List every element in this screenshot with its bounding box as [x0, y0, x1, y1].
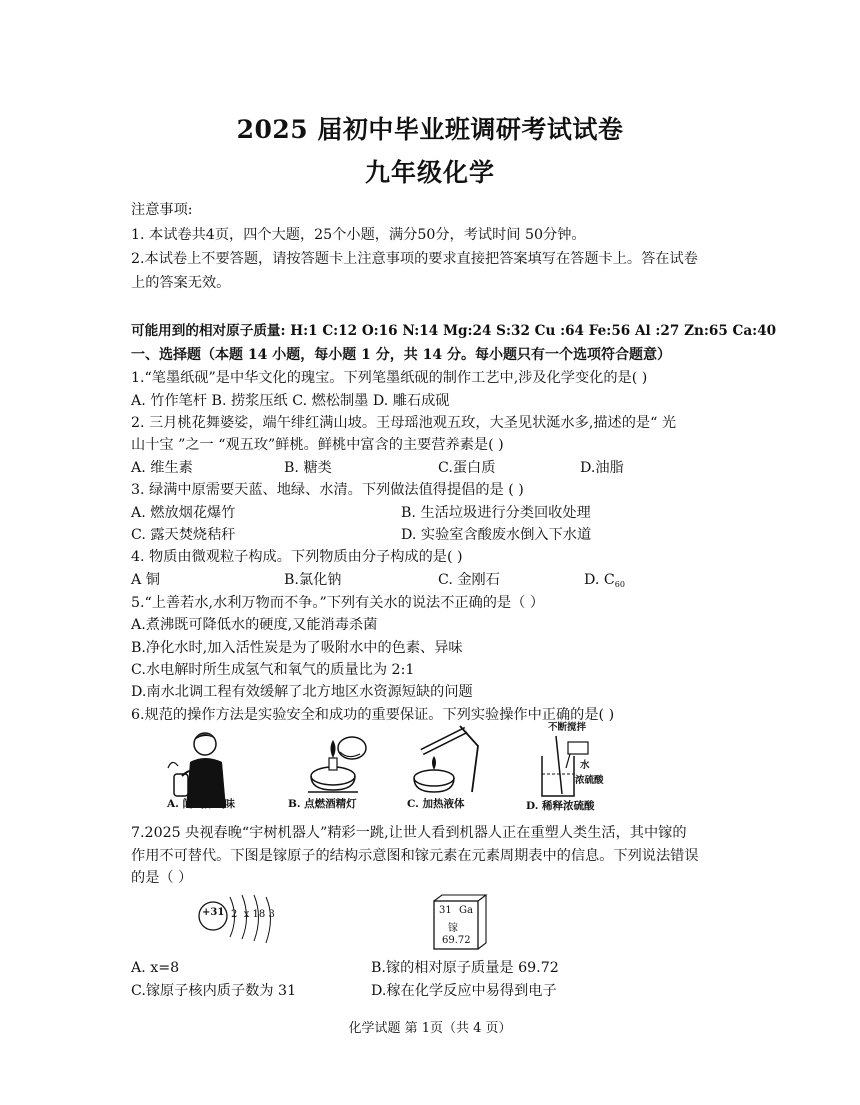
q4-option-d: [584, 570, 625, 595]
figure-lighting-alcohol-lamp: [288, 726, 388, 798]
q2-option-c: C.蛋白质: [438, 460, 496, 476]
notice-item-2-line1: 2.本试卷上不要答题，请按答题卡上注意事项的要求直接把答案填写在答题卡上。答在试卷: [131, 251, 698, 267]
q7-option-c: C.镓原子核内质子数为 31: [131, 983, 297, 999]
section-heading: 一、选择题（本题 14 小题，每小题 1 分，共 14 分。每小题只有一个选项符合题意）: [131, 347, 671, 363]
q7-option-a: A. x=8: [131, 960, 180, 976]
figure-diluting-sulfuric-acid: [528, 722, 608, 800]
q6-d-label-acid: 浓硫酸: [575, 775, 604, 786]
q4-option-b: B.氯化钠: [284, 572, 342, 588]
q4-stem: 4. 物质由微观粒子构成。下列物质由分子构成的是( ): [131, 549, 463, 565]
page-footer: 化学试题 第 1页（共 4 页）: [348, 1021, 512, 1036]
atomic-masses: 可能用到的相对原子质量: H:1 C:12 O:16 N:14 Mg:24 S:32 Cu :64 Fe:56 Al :27 Zn:65 Ca:40: [131, 323, 777, 339]
q2-line2: 山十宝 ”之一 “观五玫”鲜桃。鲜桃中富含的主要营养素是( ): [131, 437, 504, 453]
notice-item-1: 1. 本试卷共4页，四个大题，25个小题，满分50分，考试时间 50分钟。: [131, 227, 586, 243]
gallium-symbol: Ga: [459, 905, 473, 916]
exam-subtitle: 九年级化学: [364, 158, 495, 187]
q7-option-b: B.镓的相对原子质量是 69.72: [371, 960, 559, 976]
q6-caption-d: D. 稀释浓硫酸: [526, 800, 595, 812]
q6-d-label-water: 水: [580, 760, 590, 771]
q4-option-c: C. 金刚石: [438, 572, 500, 588]
gallium-nucleus-charge: +31: [202, 907, 225, 918]
q4-option-a: A 铜: [131, 572, 160, 588]
q4-option-d-subscript: 60: [614, 580, 625, 589]
q6-caption-a: A. 闻气体气味: [167, 798, 235, 810]
q3-option-b: B. 生活垃圾进行分类回收处理: [401, 505, 591, 521]
q7-line1: 7.2025 央视春晚“宇树机器人”精彩一跳,让世人看到机器人正在重塑人类生活，其中镓的: [131, 825, 687, 841]
q6-stem: 6.规范的操作方法是实验安全和成功的重要保证。下列实验操作中正确的是( ): [131, 707, 615, 723]
q3-option-c: C. 露天焚烧秸秆: [131, 527, 236, 543]
q3-option-a: A. 燃放烟花爆竹: [131, 505, 236, 521]
q7-line2: 作用不可替代。下图是镓原子的结构示意图和镓元素在元素周期表中的信息。下列说法错误: [131, 848, 699, 864]
exam-title: 2025 届初中毕业班调研考试试卷: [236, 115, 624, 144]
gallium-electron-shells: 2 x 18 3: [231, 909, 275, 920]
q5-stem: 5.“上善若水,水利万物而不争。”下列有关水的说法不正确的是（ ）: [131, 595, 545, 611]
gallium-atomic-mass: 69.72: [442, 935, 471, 946]
q6-caption-c: C. 加热液体: [407, 798, 465, 810]
q2-option-d: D.油脂: [580, 460, 624, 476]
q1-stem: 1.“笔墨纸砚”是中华文化的瑰宝。下列笔墨纸砚的制作工艺中,涉及化学变化的是( ): [131, 370, 648, 386]
q5-option-b: B.净化水时,加入活性炭是为了吸附水中的色素、异味: [131, 640, 463, 656]
q5-option-c: C.水电解时所生成氢气和氧气的质量比为 2:1: [131, 662, 415, 678]
q3-option-d: D. 实验室含酸废水倒入下水道: [401, 527, 592, 543]
q2-option-b: B. 糖类: [284, 460, 332, 476]
q2-option-a: A. 维生素: [131, 460, 193, 476]
figure-heating-liquid: [404, 722, 494, 800]
notice-item-2-line2: 上的答案无效。: [131, 275, 231, 291]
notice-heading: 注意事项:: [131, 202, 193, 218]
q6-caption-b: B. 点燃酒精灯: [288, 798, 357, 810]
q1-options: A. 竹作笔杆 B. 捞浆压纸 C. 燃松制墨 D. 雕石成砚: [131, 393, 450, 409]
gallium-name: 镓: [448, 923, 458, 934]
gallium-atomic-number: 31: [439, 905, 452, 916]
q5-option-a: A.煮沸既可降低水的硬度,又能消毒杀菌: [131, 617, 378, 633]
q5-option-d: D.南水北调工程有效缓解了北方地区水资源短缺的问题: [131, 684, 473, 700]
q3-stem: 3. 绿满中原需要天蓝、地绿、水清。下列做法值得提倡的是 ( ): [131, 482, 524, 498]
q4-option-d-text: D. C: [584, 572, 615, 588]
gallium-atom-diagram: [196, 893, 286, 949]
q2-line1: 2. 三月桃花舞婆娑，端午绯红满山坡。王母瑶池观五玫，大圣见状涎水多,描述的是“ 光: [131, 415, 677, 431]
q7-option-d: D.稼在化学反应中易得到电子: [371, 983, 557, 999]
q6-d-label-stir: 不断搅拌: [548, 722, 587, 733]
q7-line3: 的是（ ）: [131, 870, 193, 886]
